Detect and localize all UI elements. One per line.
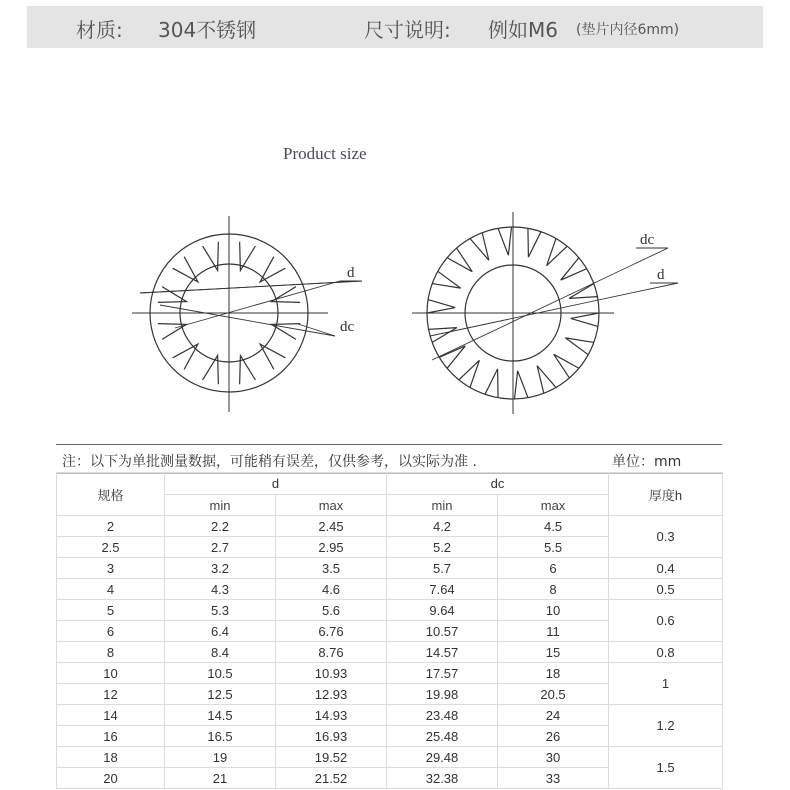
diagram-title: Product size [283,144,367,163]
dc-min-cell: 29.48 [387,747,498,768]
size-label: 尺寸说明: [364,18,451,42]
thickness-cell: 0.5 [609,579,723,600]
external-tooth [498,227,511,255]
table-row [57,642,723,663]
header-spec: 规格 [57,473,165,516]
dc-min-cell: 14.57 [387,642,498,663]
dc-max-cell: 11 [498,621,609,642]
table-row [57,705,723,726]
spec-table [56,472,723,789]
external-tooth [554,354,579,378]
d-max-cell: 5.6 [276,600,387,621]
d-min-cell: 19 [165,747,276,768]
dc-min-cell: 19.98 [387,684,498,705]
table-row [57,663,723,684]
spec-table-body [57,516,723,789]
dc-max-cell: 30 [498,747,609,768]
spec-cell: 10 [57,663,165,684]
external-tooth [571,313,599,326]
spec-cell: 18 [57,747,165,768]
table-row [57,516,723,537]
dc-min-cell: 5.2 [387,537,498,558]
dc-label-left: dc [340,319,355,335]
d-max-cell: 16.93 [276,726,387,747]
internal-tooth-washer [132,216,362,412]
spec-cell: 12 [57,684,165,705]
external-tooth [515,371,528,399]
external-tooth [459,360,480,387]
header-d: d [165,473,387,495]
d-max-cell: 6.76 [276,621,387,642]
d-min-cell: 3.2 [165,558,276,579]
dc-max-cell: 4.5 [498,516,609,537]
d-max-cell: 19.52 [276,747,387,768]
d-min-cell: 12.5 [165,684,276,705]
d-min-cell: 4.3 [165,579,276,600]
external-tooth [447,248,472,272]
d-label-left: d [347,265,355,281]
table-note-bar [56,444,722,474]
material-value: 304不锈钢 [158,18,257,42]
dc-min-cell: 9.64 [387,600,498,621]
d-max-cell: 12.93 [276,684,387,705]
external-tooth [569,284,597,299]
d-max-cell: 14.93 [276,705,387,726]
d-label-right: d [657,267,665,283]
d-min-cell: 21 [165,768,276,789]
header-thickness: 厚度h [609,473,723,516]
external-tooth [561,258,587,280]
dc-min-cell: 17.57 [387,663,498,684]
external-tooth [485,369,498,398]
thickness-cell: 0.8 [609,642,723,663]
dc-min-cell: 4.2 [387,516,498,537]
spec-cell: 3 [57,558,165,579]
dc-max-cell: 20.5 [498,684,609,705]
d-min-cell: 2.2 [165,516,276,537]
thickness-cell: 1 [609,663,723,705]
d-min-cell: 10.5 [165,663,276,684]
header-d-min: min [165,495,276,516]
dc-max-cell: 8 [498,579,609,600]
spec-cell: 5 [57,600,165,621]
d-min-cell: 16.5 [165,726,276,747]
external-tooth-washer [412,212,678,414]
table-note: 注：以下为单批测量数据，可能稍有误差，仅供参考，以实际为准 . [62,454,477,470]
thickness-cell: 1.5 [609,747,723,789]
d-max-cell: 2.45 [276,516,387,537]
dc-min-cell: 5.7 [387,558,498,579]
spec-cell: 2 [57,516,165,537]
external-tooth [439,346,465,368]
dc-max-cell: 24 [498,705,609,726]
dc-max-cell: 10 [498,600,609,621]
d-min-cell: 5.3 [165,600,276,621]
thickness-cell: 1.2 [609,705,723,747]
external-tooth [427,300,455,313]
dc-min-cell: 10.57 [387,621,498,642]
dc-max-cell: 15 [498,642,609,663]
spec-cell: 8 [57,642,165,663]
spec-cell: 14 [57,705,165,726]
table-row [57,747,723,768]
size-note: (垫片内径6mm) [576,22,680,38]
spec-cell: 16 [57,726,165,747]
header-d-max: max [276,495,387,516]
d-max-cell: 8.76 [276,642,387,663]
thickness-cell: 0.6 [609,600,723,642]
d-max-cell: 2.95 [276,537,387,558]
table-row [57,558,723,579]
spec-cell: 2.5 [57,537,165,558]
dc-max-cell: 26 [498,726,609,747]
spec-cell: 6 [57,621,165,642]
table-row [57,600,723,621]
d-min-cell: 14.5 [165,705,276,726]
d-max-cell: 10.93 [276,663,387,684]
dc-min-cell: 7.64 [387,579,498,600]
external-tooth [547,239,568,266]
dc-min-cell: 23.48 [387,705,498,726]
material-label: 材质: [76,18,123,42]
thickness-cell: 0.4 [609,558,723,579]
header-dc-max: max [498,495,609,516]
dc-max-cell: 18 [498,663,609,684]
dc-max-cell: 33 [498,768,609,789]
d-min-cell: 6.4 [165,621,276,642]
header-dc: dc [387,473,609,495]
dc-min-cell: 25.48 [387,726,498,747]
d-min-cell: 2.7 [165,537,276,558]
header-dc-min: min [387,495,498,516]
external-tooth [528,228,541,257]
thickness-cell: 0.3 [609,516,723,558]
dc-max-cell: 6 [498,558,609,579]
size-example: 例如M6 [488,18,558,42]
spec-cell: 4 [57,579,165,600]
table-unit: 单位：mm [612,454,682,470]
dc-max-cell: 5.5 [498,537,609,558]
d-max-cell: 21.52 [276,768,387,789]
d-max-cell: 4.6 [276,579,387,600]
d-min-cell: 8.4 [165,642,276,663]
d-max-cell: 3.5 [276,558,387,579]
dc-label-right: dc [640,232,655,248]
table-row [57,579,723,600]
spec-cell: 20 [57,768,165,789]
dc-min-cell: 32.38 [387,768,498,789]
